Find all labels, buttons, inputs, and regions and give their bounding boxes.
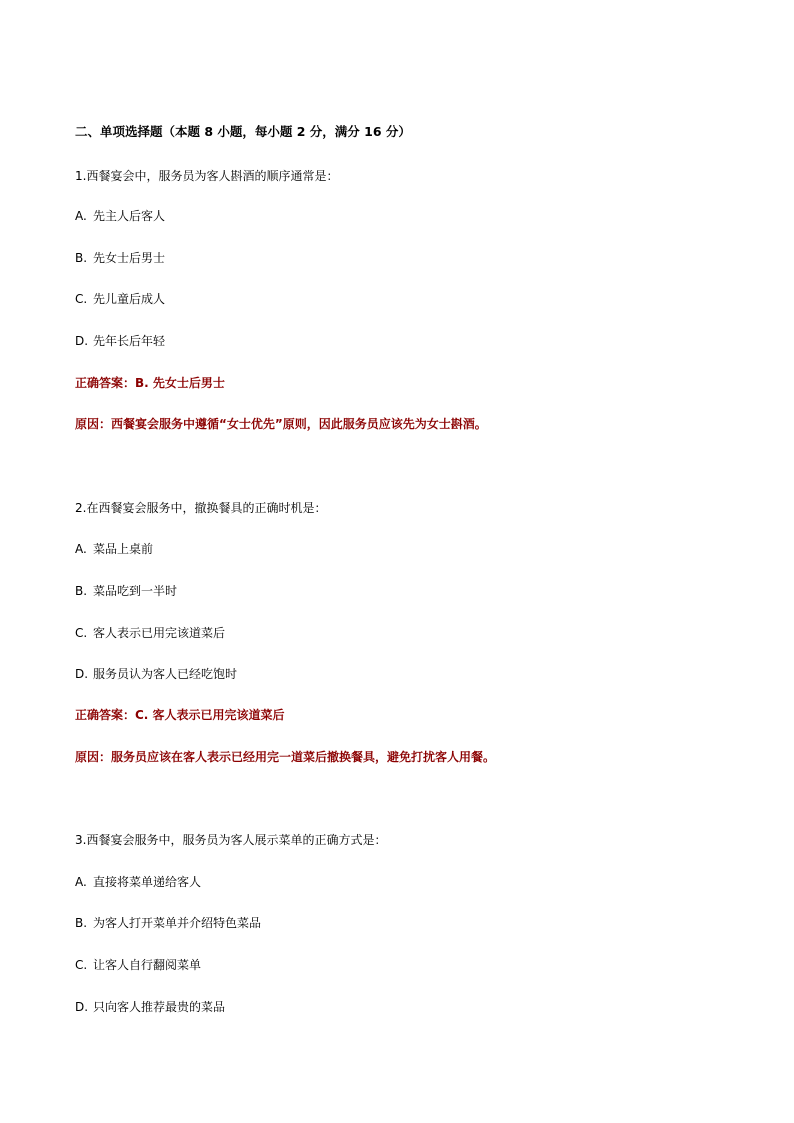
option-letter: B. xyxy=(75,251,88,265)
option-letter: A. xyxy=(75,542,87,556)
question-2-option-d xyxy=(75,666,237,682)
option-letter: A. xyxy=(75,209,87,223)
question-1-reason: 原因：西餐宴会服务中遵循“女士优先”原则，因此服务员应该先为女士斟酒。 xyxy=(75,417,487,431)
option-letter: D. xyxy=(75,1000,89,1014)
option-text: 菜品上桌前 xyxy=(93,542,154,556)
question-2-stem: 2.在西餐宴会服务中，撤换餐具的正确时机是： xyxy=(75,501,327,515)
section-title: 二、单项选择题（本题 8 小题，每小题 2 分，满分 16 分） xyxy=(75,124,411,139)
question-1-option-d xyxy=(75,333,165,349)
question-2-option-b xyxy=(75,583,177,599)
option-letter: B. xyxy=(75,584,88,598)
question-3-stem: 3.西餐宴会服务中，服务员为客人展示菜单的正确方式是： xyxy=(75,833,387,847)
question-3-option-d xyxy=(75,999,225,1015)
option-letter: C. xyxy=(75,626,88,640)
option-text: 先年长后年轻 xyxy=(93,334,166,348)
option-letter: B. xyxy=(75,916,88,930)
option-text: 先主人后客人 xyxy=(93,209,166,223)
question-3-option-a xyxy=(75,874,201,890)
option-text: 为客人打开菜单并介绍特色菜品 xyxy=(93,916,262,930)
option-text: 先儿童后成人 xyxy=(93,292,166,306)
question-3-option-c xyxy=(75,957,201,973)
question-2-reason: 原因：服务员应该在客人表示已经用完一道菜后撤换餐具，避免打扰客人用餐。 xyxy=(75,750,496,764)
question-1-option-a xyxy=(75,208,165,224)
option-letter: A. xyxy=(75,875,87,889)
question-1-option-c xyxy=(75,291,165,307)
question-2-option-c xyxy=(75,625,225,641)
question-2-option-a xyxy=(75,541,153,557)
question-1-stem: 1.西餐宴会中，服务员为客人斟酒的顺序通常是： xyxy=(75,169,339,183)
question-2-answer: 正确答案：C. 客人表示已用完该道菜后 xyxy=(75,708,285,722)
option-letter: D. xyxy=(75,334,89,348)
option-letter: C. xyxy=(75,292,88,306)
option-text: 客人表示已用完该道菜后 xyxy=(93,626,226,640)
option-text: 直接将菜单递给客人 xyxy=(93,875,202,889)
option-text: 先女士后男士 xyxy=(93,251,166,265)
option-letter: C. xyxy=(75,958,88,972)
option-letter: D. xyxy=(75,667,89,681)
option-text: 只向客人推荐最贵的菜品 xyxy=(93,1000,226,1014)
question-1-answer: 正确答案：B. 先女士后男士 xyxy=(75,376,225,390)
question-3-option-b xyxy=(75,915,261,931)
option-text: 服务员认为客人已经吃饱时 xyxy=(93,667,238,681)
question-1-option-b xyxy=(75,250,165,266)
option-text: 让客人自行翻阅菜单 xyxy=(93,958,202,972)
option-text: 菜品吃到一半时 xyxy=(93,584,178,598)
